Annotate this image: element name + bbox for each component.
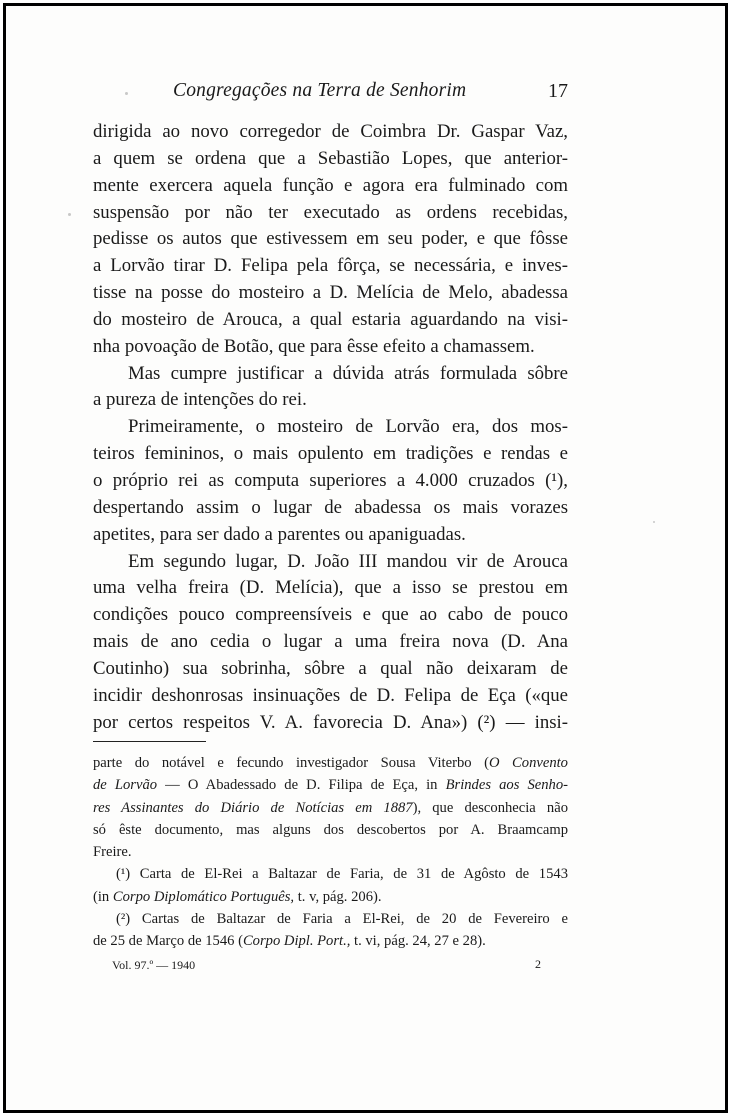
- text-line: despertando assim o lugar de abadessa os mais vorazes: [93, 496, 568, 518]
- text-line: o próprio rei as computa superiores a 4.000 cruzados (¹),: [93, 469, 568, 491]
- footnote-line: de Lorvão — O Abadessado de D. Filipa de Eça, in Brindes aos Senho-: [93, 777, 568, 794]
- footnote-1-cont: (in Corpo Diplomático Português, t. v, pág. 206).: [93, 888, 382, 905]
- footnote-line: res Assinantes do Diário de Notícias em 1887), que desconhecia não: [93, 799, 568, 816]
- main-text: [93, 119, 568, 736]
- footnote-2: (²) Cartas de Baltazar de Faria a El-Rei, de 20 de Fevereiro e: [116, 911, 568, 928]
- running-header: [93, 80, 568, 108]
- sheet-mark: 2: [535, 957, 541, 971]
- text-line: Em segundo lugar, D. João III mandou vir de Arouca: [128, 550, 568, 572]
- text-line: tisse na posse do mosteiro a D. Melícia de Melo, abadessa: [93, 282, 568, 304]
- text-line: Primeiramente, o mosteiro de Lorvão era, dos mos-: [128, 416, 568, 438]
- text-line: do mosteiro de Arouca, a qual estaria aguardando na visi-: [93, 308, 568, 330]
- running-title: Congregações na Terra de Senhorim: [173, 80, 467, 101]
- text-line: nha povoação de Botão, que para êsse efeito a chamassem.: [93, 335, 535, 357]
- text-line: a Lorvão tirar D. Felipa pela fôrça, se necessária, e inves-: [93, 255, 568, 277]
- text-line: mais de ano cedia o lugar a uma freira nova (D. Ana: [93, 631, 568, 653]
- footnotes: [93, 752, 568, 953]
- text-line: condições pouco compreensíveis e que ao cabo de pouco: [93, 604, 568, 626]
- footnote-line: só êste documento, mas alguns dos descobertos por A. Braamcamp: [93, 821, 568, 838]
- text-line: uma velha freira (D. Melícia), que a isso se prestou em: [93, 577, 568, 599]
- text-line: apetites, para ser dado a parentes ou apaniguadas.: [93, 523, 466, 545]
- text-line: dirigida ao novo corregedor de Coimbra Dr. Gaspar Vaz,: [93, 121, 568, 142]
- volume-signature: Vol. 97.º — 1940: [112, 958, 196, 972]
- footnote-line: parte do notável e fecundo investigador Sousa Viterbo (O Convento: [93, 755, 568, 771]
- text-line: Mas cumpre justificar a dúvida atrás formulada sôbre: [128, 362, 568, 384]
- text-line: pedisse os autos que estivessem em seu poder, e que fôsse: [93, 228, 568, 250]
- footnote-1: (¹) Carta de El-Rei a Baltazar de Faria, de 31 de Agôsto de 1543: [116, 866, 568, 883]
- text-line: Coutinho) sua sobrinha, sôbre a qual não deixaram de: [93, 657, 568, 679]
- text-line: mente exercera aquela função e agora era fulminado com: [93, 174, 568, 196]
- text-line: a pureza de intenções do rei.: [93, 389, 307, 411]
- paper-speck: [653, 521, 655, 523]
- text-line: a quem se ordena que a Sebastião Lopes, que anterior-: [93, 147, 568, 169]
- footnote-line: Freire.: [93, 844, 132, 861]
- text-line: por certos respeitos V. A. favorecia D. Ana») (²) — insi-: [93, 711, 568, 733]
- page-number: 17: [548, 80, 568, 102]
- footnote-2-cont: de 25 de Março de 1546 (Corpo Dipl. Port., t. vi, pág. 24, 27 e 28).: [93, 933, 486, 950]
- text-line: suspensão por não ter executado as ordens recebidas,: [93, 201, 568, 223]
- text-line: incidir deshonrosas insinuações de D. Felipa de Eça («que: [93, 684, 568, 706]
- paper-speck: [68, 213, 71, 216]
- footnote-rule: [93, 741, 206, 742]
- text-line: teiros femininos, o mais opulento em tradições e rendas e: [93, 443, 568, 465]
